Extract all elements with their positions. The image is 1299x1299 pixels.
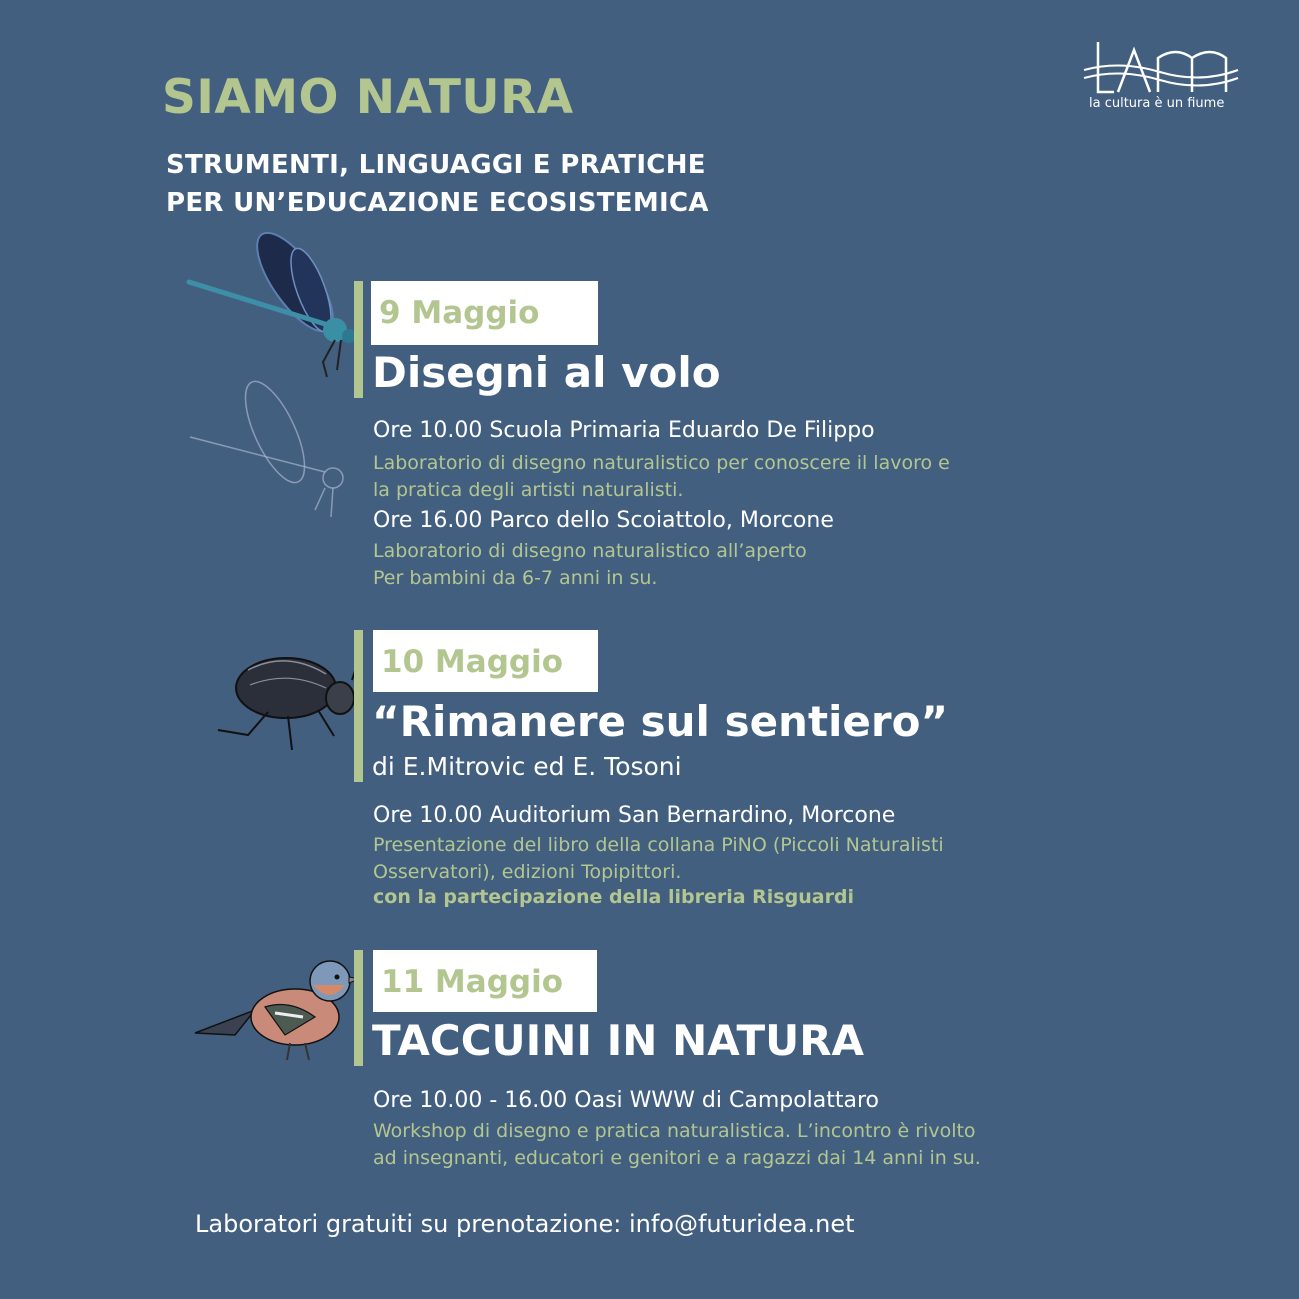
event-2-session-1-desc: [373, 832, 944, 886]
bird-icon: [195, 955, 360, 1070]
event-2-author: di E.Mitrovic ed E. Tosoni: [372, 752, 682, 781]
event-1-date: 9 Maggio: [371, 281, 598, 345]
event-2-session-1-desc-line-2: Osservatori), edizioni Topipittori.: [373, 861, 682, 883]
event-2-session-1-time: Ore 10.00 Auditorium San Bernardino, Morcone: [373, 803, 896, 828]
event-1-accent-bar: [354, 281, 363, 398]
event-2-partner: con la partecipazione della libreria Risguardi: [373, 886, 855, 908]
logo-wordmark: LAM: [1080, 21, 1115, 40]
event-2-date: 10 Maggio: [373, 630, 598, 692]
subtitle-line-1: STRUMENTI, LINGUAGGI E PRATICHE: [166, 150, 706, 180]
event-1-session-1-desc-line-2: la pratica degli artisti naturalisti.: [373, 479, 684, 501]
dragonfly-icon: [185, 232, 365, 532]
event-3-accent-bar: [354, 950, 363, 1066]
event-1-session-1-time: Ore 10.00 Scuola Primaria Eduardo De Filippo: [373, 418, 875, 443]
event-1-session-1-desc: [373, 450, 950, 504]
logo-tagline: la cultura è un fiume: [1089, 96, 1225, 111]
event-3-session-1-desc: [373, 1118, 981, 1172]
event-1-session-2-desc-line-1: Laboratorio di disegno naturalistico all’aperto: [373, 540, 807, 562]
event-3-session-1-desc-line-2: ad insegnanti, educatori e genitori e a ragazzi dai 14 anni in su.: [373, 1147, 981, 1169]
subtitle-line-2: PER UN’EDUCAZIONE ECOSISTEMICA: [166, 188, 709, 218]
event-2-title: “Rimanere sul sentiero”: [372, 697, 949, 746]
event-1-session-2-desc: [373, 538, 807, 592]
event-2-accent-bar: [354, 630, 363, 782]
event-1-session-2-desc-line-2: Per bambini da 6-7 anni in su.: [373, 567, 658, 589]
event-1-title: Disegni al volo: [372, 348, 721, 397]
event-3-session-1-desc-line-1: Workshop di disegno e pratica naturalistica. L’incontro è rivolto: [373, 1120, 976, 1142]
event-1-session-2-time: Ore 16.00 Parco dello Scoiattolo, Morcone: [373, 508, 834, 533]
page-subtitle: [166, 146, 709, 222]
event-1-session-1-desc-line-1: Laboratorio di disegno naturalistico per conoscere il lavoro e: [373, 452, 950, 474]
beetle-icon: [208, 640, 368, 755]
page-title: SIAMO NATURA: [162, 70, 574, 125]
footer-booking-info: Laboratori gratuiti su prenotazione: info@futuridea.net: [195, 1210, 855, 1238]
event-3-title: TACCUINI IN NATURA: [372, 1016, 865, 1065]
event-2-session-1-desc-line-1: Presentazione del libro della collana PiNO (Piccoli Naturalisti: [373, 834, 944, 856]
event-3-session-1-time: Ore 10.00 - 16.00 Oasi WWW di Campolattaro: [373, 1088, 880, 1113]
event-3-date: 11 Maggio: [373, 950, 597, 1012]
